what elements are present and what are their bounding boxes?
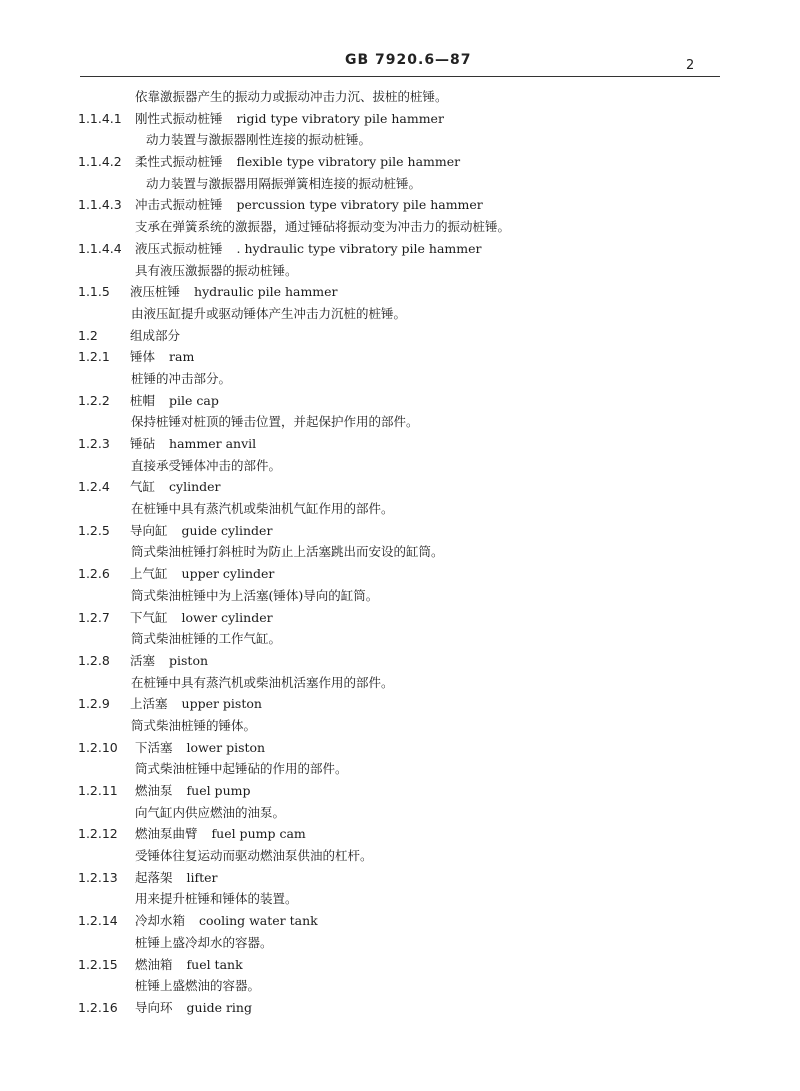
term-entry	[0, 390, 800, 412]
term-chinese: 柔性式振动桩锤	[135, 154, 223, 170]
term-english: piston	[169, 652, 209, 668]
term-heading	[130, 281, 338, 303]
term-entry	[0, 607, 800, 629]
term-chinese: 锤体	[130, 349, 156, 365]
term-definition	[0, 888, 800, 910]
term-heading	[135, 867, 218, 889]
term-definition	[0, 672, 800, 694]
term-heading	[135, 997, 252, 1019]
term-definition	[0, 585, 800, 607]
definition-text: 筒式柴油桩锤中起锤砧的作用的部件。	[135, 761, 348, 777]
definition-text: 桩锤上盛燃油的容器。	[135, 978, 261, 994]
term-entry	[0, 346, 800, 368]
term-number: 1.2.15	[78, 956, 118, 972]
definition-text: 桩锤上盛冷却水的容器。	[135, 934, 273, 950]
term-english: lower cylinder	[181, 609, 273, 625]
term-english: ram	[169, 349, 195, 365]
definition-text: 向气缸内供应燃油的油泵。	[135, 804, 286, 820]
term-entry	[0, 737, 800, 759]
term-entry	[0, 910, 800, 932]
term-definition	[0, 628, 800, 650]
term-entry	[0, 433, 800, 455]
term-english: fuel pump	[186, 783, 251, 798]
term-heading	[130, 650, 208, 672]
term-chinese: 燃油箱	[135, 956, 173, 972]
term-number: 1.2.12	[78, 826, 118, 842]
term-chinese: 起落架	[135, 869, 173, 885]
term-chinese: 液压式振动桩锤	[135, 240, 223, 256]
term-chinese: 桩帽	[130, 392, 156, 408]
term-heading	[135, 823, 306, 845]
definition-text: 在桩锤中具有蒸汽机或柴油机气缸作用的部件。	[131, 501, 394, 517]
term-heading	[130, 390, 219, 412]
term-number: 1.2.6	[78, 566, 110, 582]
term-number: 1.2	[78, 327, 98, 343]
term-english: percussion type vibratory pile hammer	[236, 197, 483, 213]
term-number: 1.2.7	[78, 609, 110, 625]
term-heading	[135, 151, 460, 173]
term-entry	[0, 238, 800, 260]
term-chinese: 气缸	[130, 479, 156, 495]
term-number: 1.2.1	[78, 349, 110, 365]
definition-text: 筒式柴油桩锤的锤体。	[131, 717, 257, 733]
term-number: 1.2.4	[78, 479, 110, 495]
term-definition	[0, 411, 800, 433]
term-heading	[135, 954, 243, 976]
term-number: 1.1.4.2	[78, 154, 122, 170]
term-number: 1.2.3	[78, 436, 110, 451]
document-body	[0, 86, 800, 1019]
term-english: pile cap	[169, 392, 219, 408]
definition-text: 用来提升桩锤和锤体的装置。	[135, 891, 298, 907]
definition-text: 保持桩锤对桩顶的锤击位置，并起保护作用的部件。	[131, 414, 419, 430]
term-chinese: 上活塞	[130, 696, 168, 712]
term-entry	[0, 520, 800, 542]
definition-text: 支承在弹簧系统的激振器，通过锤砧将振动变为冲击力的振动桩锤。	[135, 219, 511, 235]
term-number: 1.2.8	[78, 652, 110, 668]
term-chinese: 液压桩锤	[130, 284, 181, 300]
term-chinese: 冲击式振动桩锤	[135, 197, 223, 213]
term-entry	[0, 997, 800, 1019]
term-number: 1.2.9	[78, 696, 110, 712]
term-number: 1.2.2	[78, 392, 110, 408]
term-number: 1.2.11	[78, 783, 118, 798]
term-definition	[0, 498, 800, 520]
term-english: guide ring	[186, 999, 252, 1015]
term-entry	[0, 823, 800, 845]
term-entry	[0, 281, 800, 303]
term-english: upper piston	[181, 696, 262, 712]
definition-text: 动力装置与激振器用隔振弹簧相连接的振动桩锤。	[146, 175, 422, 191]
term-definition	[0, 932, 800, 954]
term-number: 1.2.5	[78, 522, 110, 538]
definition-text: 在桩锤中具有蒸汽机或柴油机活塞作用的部件。	[131, 674, 394, 690]
term-chinese: 导向环	[135, 999, 173, 1015]
term-number: 1.2.14	[78, 913, 118, 929]
term-number: 1.1.4.1	[78, 110, 122, 126]
term-english: hydraulic pile hammer	[194, 284, 338, 300]
term-number: 1.1.4.4	[78, 240, 122, 256]
definition-text: 由液压缸提升或驱动锤体产生冲击力沉桩的桩锤。	[131, 305, 407, 321]
term-heading	[130, 346, 194, 368]
term-entry	[0, 693, 800, 715]
term-entry	[0, 954, 800, 976]
definition-text: 筒式柴油桩锤中为上活塞(锤体)导向的缸筒。	[131, 587, 379, 603]
term-entry	[0, 867, 800, 889]
term-english: cylinder	[169, 479, 221, 495]
term-chinese: 导向缸	[130, 522, 168, 538]
term-heading	[130, 325, 180, 347]
term-definition	[0, 802, 800, 824]
page-header	[0, 0, 800, 80]
term-english: guide cylinder	[181, 522, 273, 538]
term-definition	[0, 216, 800, 238]
definition-text: 桩锤的冲击部分。	[131, 370, 232, 386]
term-english: fuel tank	[186, 956, 243, 972]
term-heading	[135, 194, 483, 216]
term-definition	[0, 303, 800, 325]
term-chinese: 组成部分	[130, 327, 181, 343]
term-entry	[0, 325, 800, 347]
term-definition	[0, 260, 800, 282]
term-definition	[0, 541, 800, 563]
term-definition	[0, 173, 800, 195]
term-english: upper cylinder	[181, 566, 275, 582]
term-number: 1.2.16	[78, 999, 118, 1015]
term-heading	[130, 563, 274, 585]
term-number: 1.1.4.3	[78, 197, 122, 213]
definition-text: 筒式柴油桩锤打斜桩时为防止上活塞跳出而安设的缸筒。	[131, 544, 444, 560]
definition-text: 依靠激振器产生的振动力或振动冲击力沉、拔桩的桩锤。	[135, 89, 448, 104]
term-heading	[135, 780, 250, 802]
term-heading	[130, 433, 256, 455]
term-english: lifter	[186, 869, 218, 885]
term-heading	[135, 238, 481, 260]
definition-text: 具有液压激振器的振动桩锤。	[135, 262, 298, 278]
term-entry	[0, 780, 800, 802]
term-entry	[0, 650, 800, 672]
term-number: 1.1.5	[78, 284, 110, 300]
term-definition	[0, 455, 800, 477]
term-english: . hydraulic type vibratory pile hammer	[236, 240, 482, 256]
term-heading	[130, 520, 272, 542]
term-definition	[0, 758, 800, 780]
term-definition	[0, 845, 800, 867]
term-definition	[0, 368, 800, 390]
term-entry	[0, 108, 800, 130]
term-chinese: 燃油泵曲臂	[135, 826, 198, 842]
definition-text: 筒式柴油桩锤的工作气缸。	[131, 631, 282, 647]
term-chinese: 刚性式振动桩锤	[135, 110, 223, 126]
term-english: lower piston	[186, 739, 266, 755]
term-chinese: 上气缸	[130, 566, 168, 582]
definition-text: 受锤体往复运动而驱动燃油泵供油的杠杆。	[135, 848, 373, 864]
term-heading	[130, 476, 221, 498]
term-english: fuel pump cam	[211, 826, 306, 842]
term-entry	[0, 563, 800, 585]
term-definition	[0, 975, 800, 997]
term-chinese: 下活塞	[135, 739, 173, 755]
term-chinese: 冷却水箱	[135, 913, 186, 929]
definition-text: 直接承受锤体冲击的部件。	[131, 457, 282, 473]
term-chinese: 下气缸	[130, 609, 168, 625]
term-number: 1.2.10	[78, 739, 118, 755]
term-definition	[0, 715, 800, 737]
term-english: rigid type vibratory pile hammer	[236, 110, 444, 126]
term-definition	[0, 86, 800, 108]
page-number: 2	[686, 58, 695, 73]
term-english: cooling water tank	[199, 913, 318, 929]
term-entry	[0, 476, 800, 498]
term-definition	[0, 129, 800, 151]
term-chinese: 活塞	[130, 652, 156, 668]
term-heading	[135, 108, 444, 130]
term-heading	[130, 607, 273, 629]
header-rule	[80, 76, 720, 77]
term-heading	[135, 737, 265, 759]
standard-code: GB 7920.6—87	[345, 52, 472, 68]
definition-text: 动力装置与激振器刚性连接的振动桩锤。	[146, 132, 372, 148]
term-chinese: 燃油泵	[135, 783, 173, 798]
term-entry	[0, 151, 800, 173]
term-heading	[130, 693, 262, 715]
term-chinese: 锤砧	[130, 436, 156, 451]
term-number: 1.2.13	[78, 869, 118, 885]
term-english: hammer anvil	[169, 436, 257, 451]
term-english: flexible type vibratory pile hammer	[236, 154, 461, 170]
term-heading	[135, 910, 318, 932]
term-entry	[0, 194, 800, 216]
